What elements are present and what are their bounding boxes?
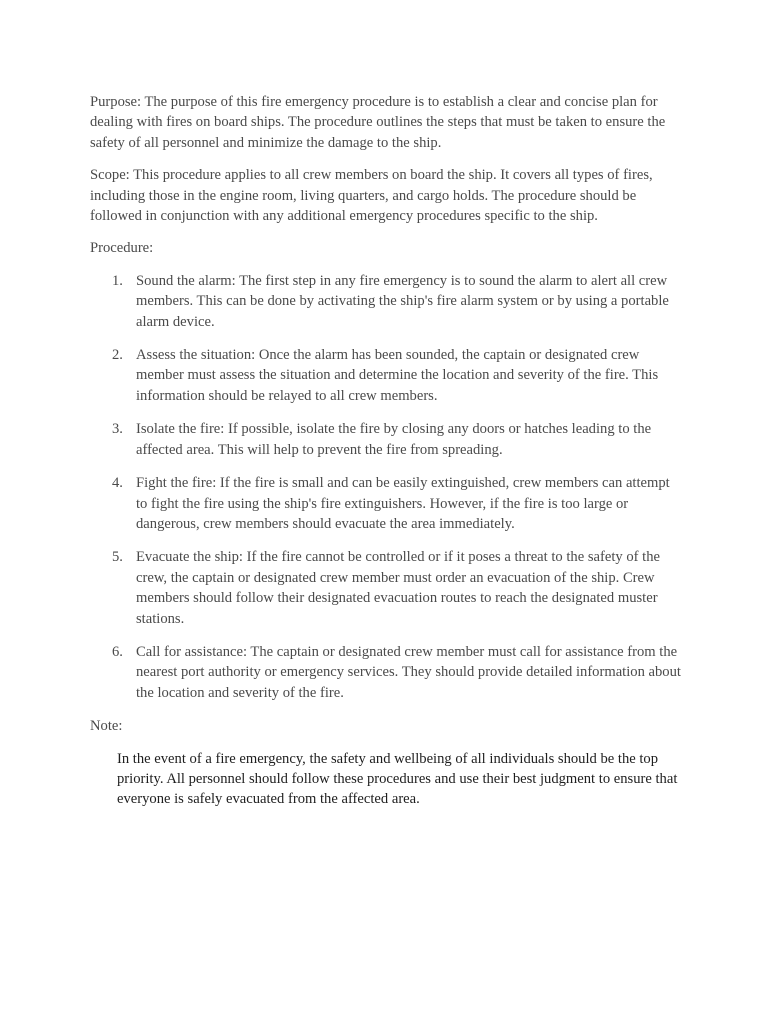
procedure-step-2 (90, 345, 682, 406)
procedure-steps-list (90, 271, 682, 703)
step-number: 6. (112, 643, 123, 660)
note-heading: Note: (90, 718, 123, 735)
step-number: 1. (112, 272, 123, 289)
step-text: Assess the situation: Once the alarm has been sounded, the captain or designated crew member must assess the situation and determine the location and severity of the fire. This information should be relayed to all crew members. (136, 347, 659, 404)
step-number: 5. (112, 549, 123, 566)
step-number: 4. (112, 475, 123, 492)
procedure-step-4 (90, 473, 682, 534)
note-paragraph: In the event of a fire emergency, the safety and wellbeing of all individuals should be the top priority. All personnel should follow these procedures and use their best judgment to ensure that everyone is safely evacuated from the affected area. (117, 750, 678, 808)
procedure-step-5 (90, 547, 682, 629)
procedure-heading: Procedure: (90, 240, 154, 257)
procedure-step-3 (90, 419, 682, 460)
document-body (90, 92, 682, 810)
procedure-step-1 (90, 271, 682, 332)
step-text: Fight the fire: If the fire is small and can be easily extinguished, crew members can attempt to fight the fire using the ship's fire extinguishers. However, if the fire is too large or dangerous, crew members should evacuate the area immediately. (136, 475, 670, 532)
step-number: 2. (112, 347, 123, 364)
step-text: Sound the alarm: The first step in any fire emergency is to sound the alarm to alert all crew members. This can be done by activating the ship's fire alarm system or by using a portable alarm device. (136, 272, 669, 330)
step-text: Call for assistance: The captain or designated crew member must call for assistance from the nearest port authority or emergency services. They should provide detailed information about the location and severity of the fire. (136, 643, 681, 701)
procedure-step-6 (90, 642, 682, 703)
step-text: Isolate the fire: If possible, isolate the fire by closing any doors or hatches leading to the affected area. This will help to prevent the fire from spreading. (136, 421, 652, 458)
scope-paragraph: Scope: This procedure applies to all crew members on board the ship. It covers all types of fires, including those in the engine room, living quarters, and cargo holds. The procedure should be followed in conjunction with any additional emergency procedures specific to the ship. (90, 167, 653, 225)
step-number: 3. (112, 421, 123, 438)
purpose-paragraph: Purpose: The purpose of this fire emergency procedure is to establish a clear and concise plan for dealing with fires on board ships. The procedure outlines the steps that must be taken to ensure the safety of all personnel and minimize the damage to the ship. (90, 94, 666, 151)
step-text: Evacuate the ship: If the fire cannot be controlled or if it poses a threat to the safety of the crew, the captain or designated crew member must order an evacuation of the ship. Crew members should follow their designated evacuation routes to reach the designated muster stations. (136, 549, 660, 627)
